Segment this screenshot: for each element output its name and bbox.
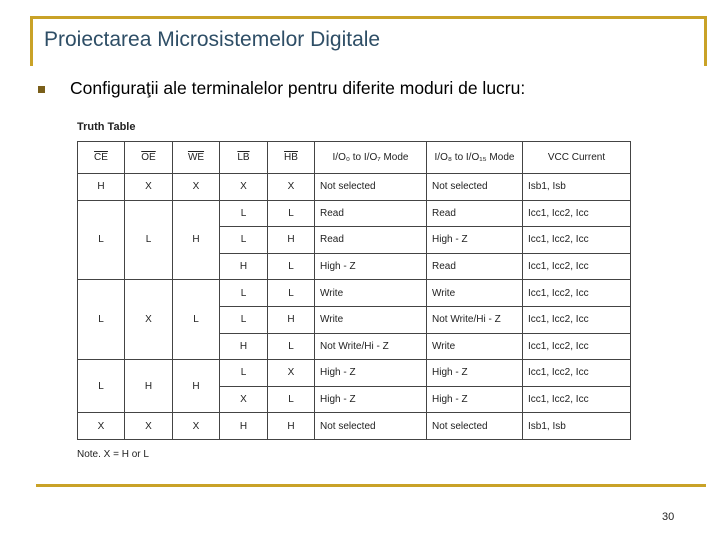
header-lb: $\overline{LB}$ <box>220 142 268 174</box>
cell-ce: L <box>78 360 125 413</box>
cell-oe: X <box>125 280 173 360</box>
table-note: Note. X = H or L <box>77 449 149 460</box>
cell-hb: L <box>268 280 315 307</box>
cell-io-high: High - Z <box>427 360 523 387</box>
cell-io-low: High - Z <box>315 253 427 280</box>
cell-hb: L <box>268 386 315 413</box>
cell-io-low: Not selected <box>315 413 427 440</box>
cell-hb: L <box>268 333 315 360</box>
header-io-low: I/O₀ to I/O₇ Mode <box>315 142 427 174</box>
cell-lb: X <box>220 174 268 201</box>
cell-io-high: Write <box>427 280 523 307</box>
slide-title: Proiectarea Microsistemelor Digitale <box>44 28 381 51</box>
page-number: 30 <box>662 511 675 523</box>
cell-ce: X <box>78 413 125 440</box>
header-io-high: I/O₈ to I/O₁₅ Mode <box>427 142 523 174</box>
cell-lb: L <box>220 360 268 387</box>
cell-io-high: Read <box>427 200 523 227</box>
cell-lb: L <box>220 200 268 227</box>
table-row <box>78 200 631 227</box>
cell-lb: H <box>220 413 268 440</box>
cell-io-low: Read <box>315 200 427 227</box>
cell-hb: X <box>268 174 315 201</box>
cell-hb: H <box>268 227 315 254</box>
cell-io-low: High - Z <box>315 386 427 413</box>
cell-hb: L <box>268 200 315 227</box>
cell-io-low: Not Write/Hi - Z <box>315 333 427 360</box>
header-oe: $\overline{OE}$ <box>125 142 173 174</box>
cell-hb: H <box>268 306 315 333</box>
header-we: $\overline{WE}$ <box>173 142 220 174</box>
cell-lb: X <box>220 386 268 413</box>
cell-io-low: High - Z <box>315 360 427 387</box>
cell-vcc: Isb1, Isb <box>523 174 631 201</box>
cell-io-low: Read <box>315 227 427 254</box>
table-row <box>78 280 631 307</box>
table-row <box>78 174 631 201</box>
cell-ce: H <box>78 174 125 201</box>
cell-io-high: High - Z <box>427 227 523 254</box>
cell-io-low: Write <box>315 280 427 307</box>
cell-vcc: Icc1, Icc2, Icc <box>523 280 631 307</box>
cell-ce: L <box>78 280 125 360</box>
table-header-row <box>78 142 631 174</box>
bullet-square-icon <box>38 86 45 93</box>
cell-we: X <box>173 174 220 201</box>
cell-hb: X <box>268 360 315 387</box>
cell-vcc: Icc1, Icc2, Icc <box>523 333 631 360</box>
cell-hb: L <box>268 253 315 280</box>
header-hb: $\overline{HB}$ <box>268 142 315 174</box>
bottom-accent-rule <box>36 484 706 487</box>
cell-vcc: Icc1, Icc2, Icc <box>523 306 631 333</box>
cell-vcc: Icc1, Icc2, Icc <box>523 227 631 254</box>
cell-vcc: Icc1, Icc2, Icc <box>523 386 631 413</box>
cell-lb: L <box>220 227 268 254</box>
cell-lb: H <box>220 333 268 360</box>
cell-oe: L <box>125 200 173 280</box>
cell-vcc: Isb1, Isb <box>523 413 631 440</box>
cell-io-high: Not Write/Hi - Z <box>427 306 523 333</box>
cell-ce: L <box>78 200 125 280</box>
cell-hb: H <box>268 413 315 440</box>
table-row <box>78 360 631 387</box>
cell-io-high: High - Z <box>427 386 523 413</box>
top-accent-rule <box>30 16 705 19</box>
cell-we: H <box>173 200 220 280</box>
cell-we: L <box>173 280 220 360</box>
cell-io-high: Not selected <box>427 413 523 440</box>
right-accent-rule <box>704 16 707 66</box>
cell-lb: H <box>220 253 268 280</box>
cell-io-high: Write <box>427 333 523 360</box>
cell-io-high: Read <box>427 253 523 280</box>
truth-table <box>77 141 631 440</box>
left-accent-rule <box>30 16 33 66</box>
bullet-text: Configuraţii ale terminalelor pentru diferite moduri de lucru: <box>70 78 526 98</box>
cell-oe: H <box>125 360 173 413</box>
cell-vcc: Icc1, Icc2, Icc <box>523 200 631 227</box>
cell-io-low: Write <box>315 306 427 333</box>
header-ce: $\overline{CE}$ <box>78 142 125 174</box>
table-row <box>78 413 631 440</box>
cell-we: X <box>173 413 220 440</box>
cell-io-low: Not selected <box>315 174 427 201</box>
cell-vcc: Icc1, Icc2, Icc <box>523 253 631 280</box>
cell-oe: X <box>125 413 173 440</box>
cell-lb: L <box>220 280 268 307</box>
cell-io-high: Not selected <box>427 174 523 201</box>
cell-oe: X <box>125 174 173 201</box>
cell-lb: L <box>220 306 268 333</box>
cell-we: H <box>173 360 220 413</box>
table-caption: Truth Table <box>77 121 136 133</box>
header-vcc: VCC Current <box>523 142 631 174</box>
cell-vcc: Icc1, Icc2, Icc <box>523 360 631 387</box>
